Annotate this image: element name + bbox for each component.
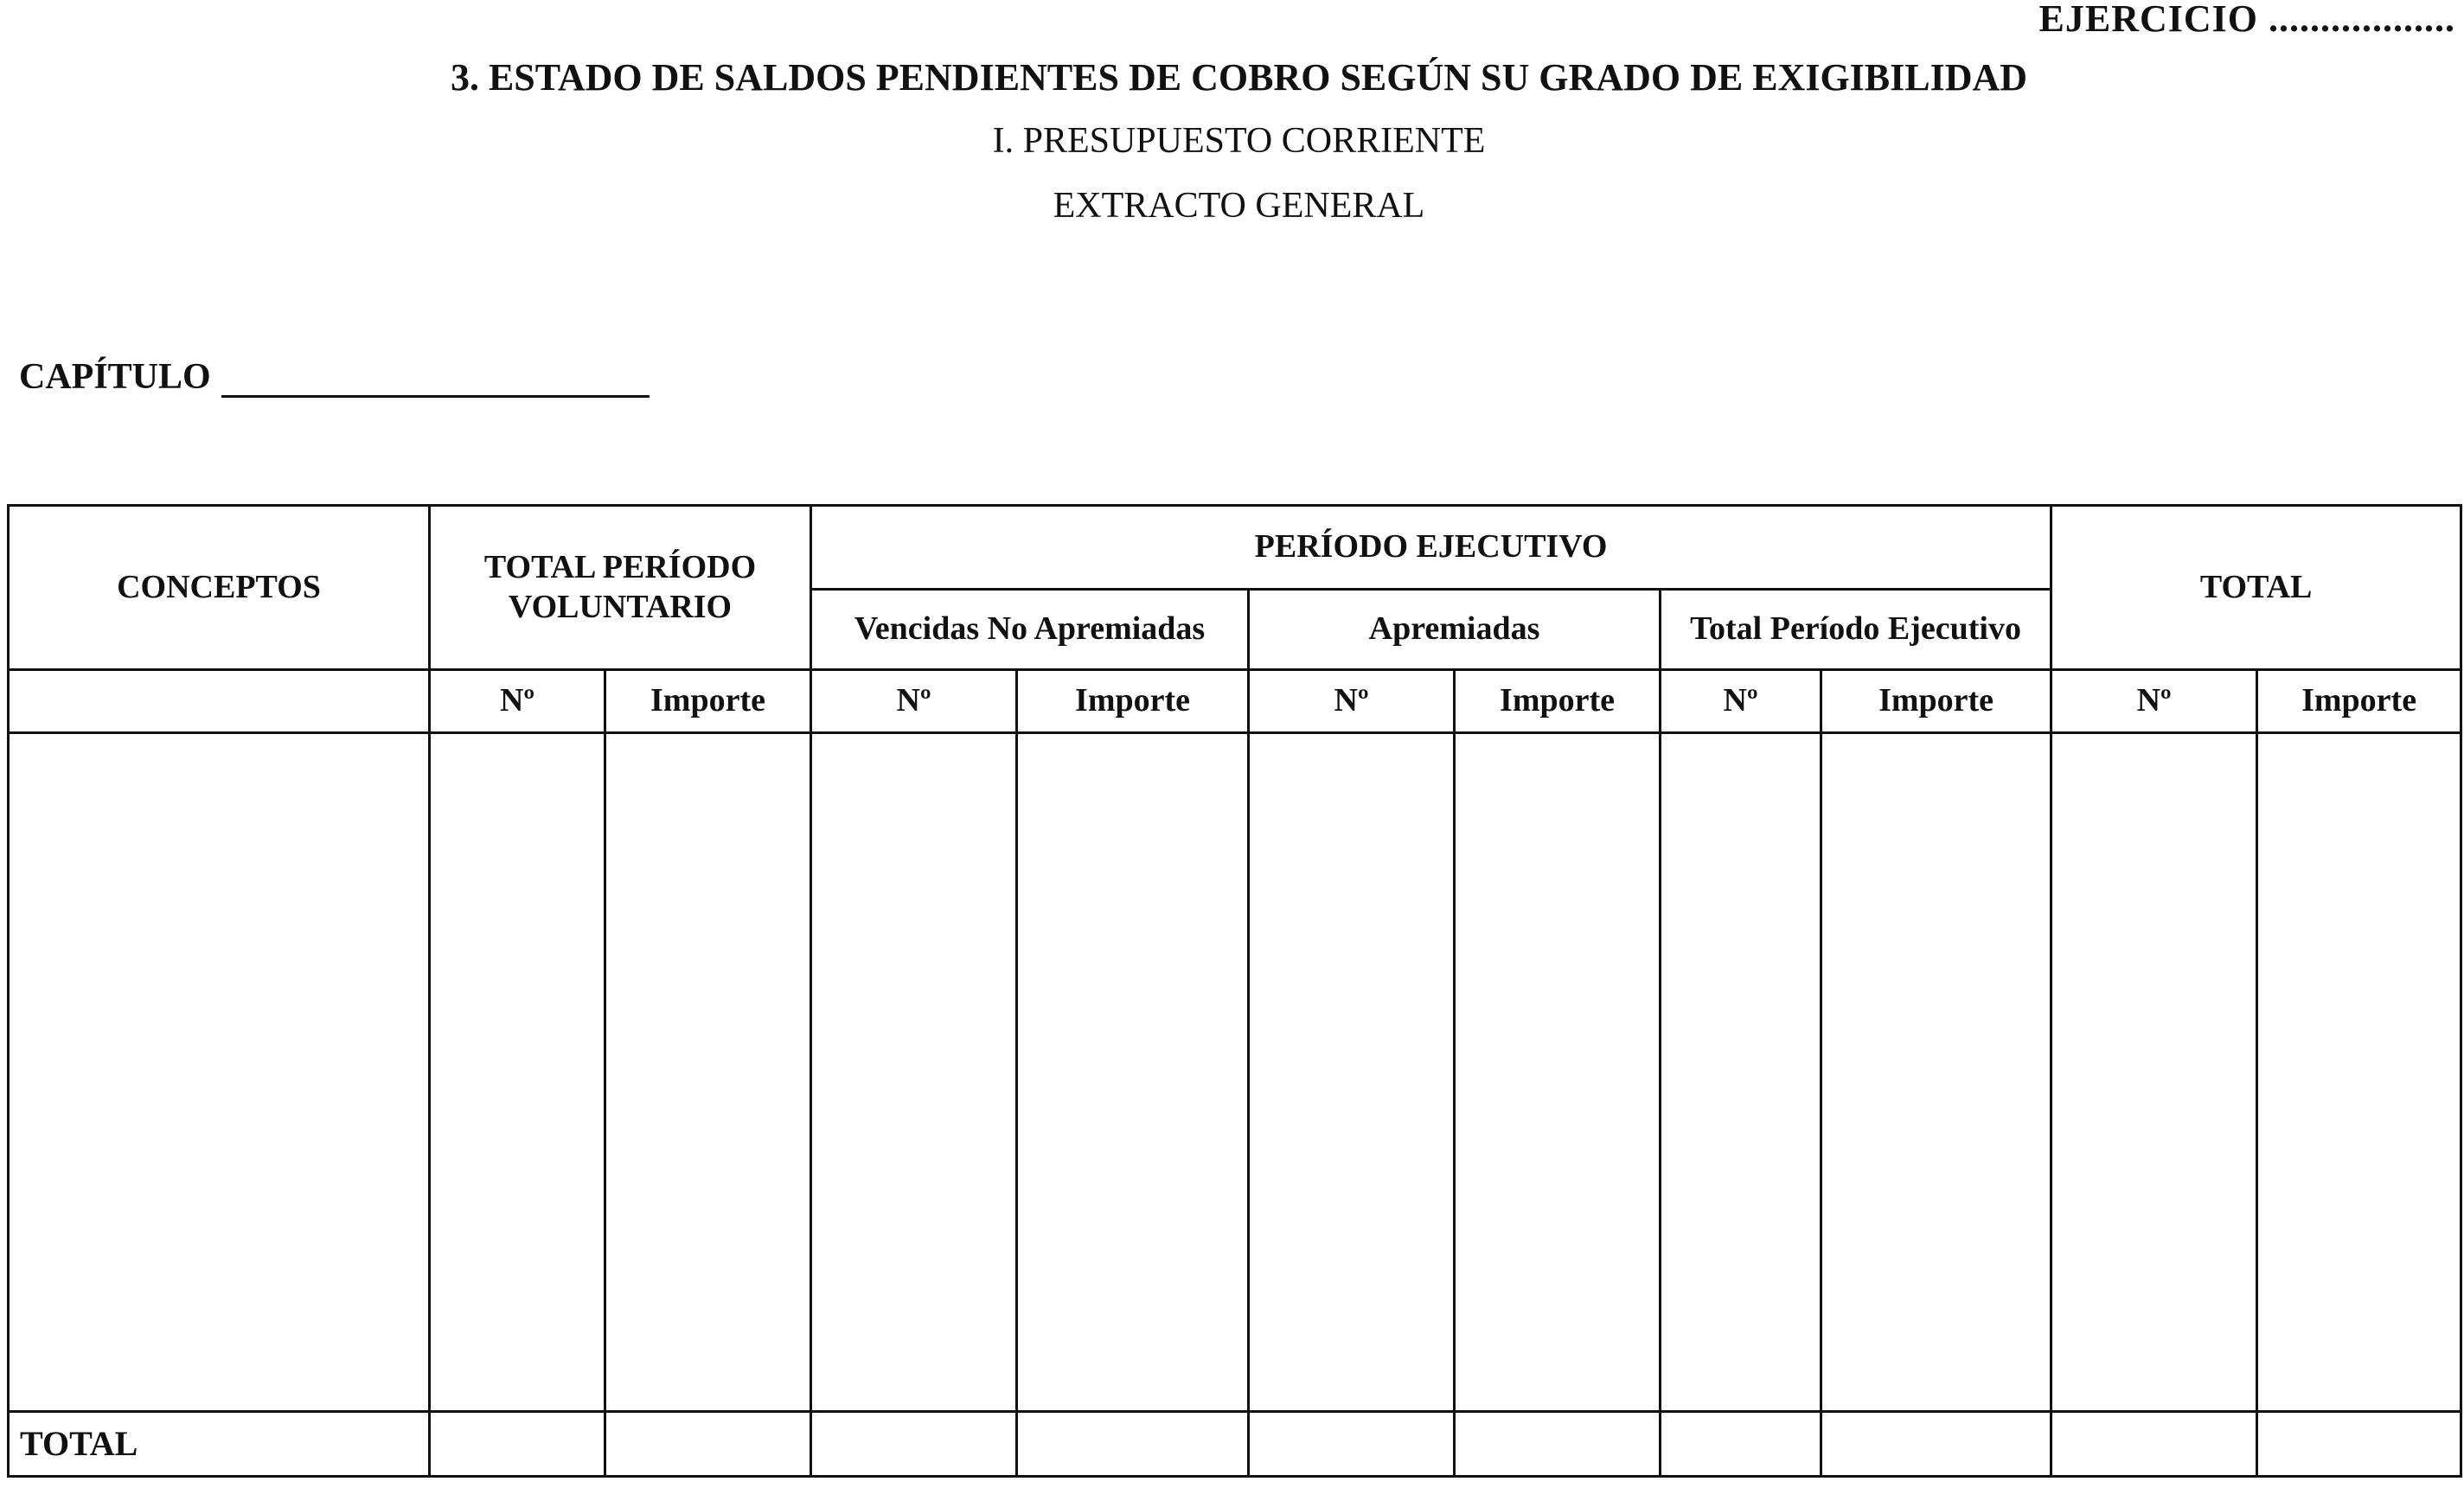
header-total: TOTAL (2051, 506, 2461, 670)
total-voluntario-importe[interactable] (605, 1412, 811, 1477)
total-total-importe[interactable] (2257, 1412, 2461, 1477)
cell-voluntario-numero[interactable] (430, 733, 605, 1412)
subheader-total-importe: Importe (2257, 670, 2461, 733)
total-apremiadas-importe[interactable] (1455, 1412, 1661, 1477)
header-apremiadas: Apremiadas (1249, 590, 1661, 670)
cell-apremiadas-numero[interactable] (1249, 733, 1455, 1412)
total-total-numero[interactable] (2051, 1412, 2257, 1477)
header-total-periodo-voluntario: TOTAL PERÍODO VOLUNTARIO (430, 506, 811, 670)
saldos-table (7, 504, 2462, 1478)
cell-voluntario-importe[interactable] (605, 733, 811, 1412)
subheader-total-ejecutivo-numero: Nº (1661, 670, 1821, 733)
header-total-periodo-ejecutivo: Total Período Ejecutivo (1661, 590, 2051, 670)
total-ejecutivo-numero[interactable] (1661, 1412, 1821, 1477)
total-apremiadas-numero[interactable] (1249, 1412, 1455, 1477)
header-vencidas-no-apremiadas: Vencidas No Apremiadas (811, 590, 1249, 670)
ejercicio-field: EJERCICIO .................. (2038, 0, 2455, 40)
subheader-voluntario-importe: Importe (605, 670, 811, 733)
subheader-voluntario-numero: Nº (430, 670, 605, 733)
cell-conceptos[interactable] (9, 733, 430, 1412)
table-row (9, 733, 2461, 1412)
header-conceptos: CONCEPTOS (9, 506, 430, 670)
total-ejecutivo-importe[interactable] (1821, 1412, 2051, 1477)
subheader-apremiadas-importe: Importe (1455, 670, 1661, 733)
page-title: 3. ESTADO DE SALDOS PENDIENTES DE COBRO SEGÚN SU GRADO DE EXIGIBILIDAD (450, 56, 2028, 99)
subheader-apremiadas-numero: Nº (1249, 670, 1455, 733)
cell-total-ejecutivo-numero[interactable] (1661, 733, 1821, 1412)
capitulo-label: CAPÍTULO (19, 357, 211, 397)
header-row-1 (9, 506, 2461, 590)
capitulo-field (19, 356, 650, 398)
header-conceptos-blank (9, 670, 430, 733)
total-voluntario-numero[interactable] (430, 1412, 605, 1477)
header-periodo-ejecutivo: PERÍODO EJECUTIVO (811, 506, 2051, 590)
cell-vencidas-numero[interactable] (811, 733, 1017, 1412)
cell-total-ejecutivo-importe[interactable] (1821, 733, 2051, 1412)
cell-apremiadas-importe[interactable] (1455, 733, 1661, 1412)
total-row (9, 1412, 2461, 1477)
capitulo-input-line[interactable] (221, 359, 650, 398)
total-vencidas-importe[interactable] (1017, 1412, 1249, 1477)
header-row-3 (9, 670, 2461, 733)
cell-total-numero[interactable] (2051, 733, 2257, 1412)
subheader-vencidas-numero: Nº (811, 670, 1017, 733)
subheader-vencidas-importe: Importe (1017, 670, 1249, 733)
total-row-label: TOTAL (9, 1412, 430, 1477)
extract-subtitle: EXTRACTO GENERAL (1053, 186, 1425, 226)
cell-vencidas-importe[interactable] (1017, 733, 1249, 1412)
subheader-total-ejecutivo-importe: Importe (1821, 670, 2051, 733)
subheader-total-numero: Nº (2051, 670, 2257, 733)
total-vencidas-numero[interactable] (811, 1412, 1017, 1477)
section-subtitle: I. PRESUPUESTO CORRIENTE (992, 121, 1486, 161)
cell-total-importe[interactable] (2257, 733, 2461, 1412)
